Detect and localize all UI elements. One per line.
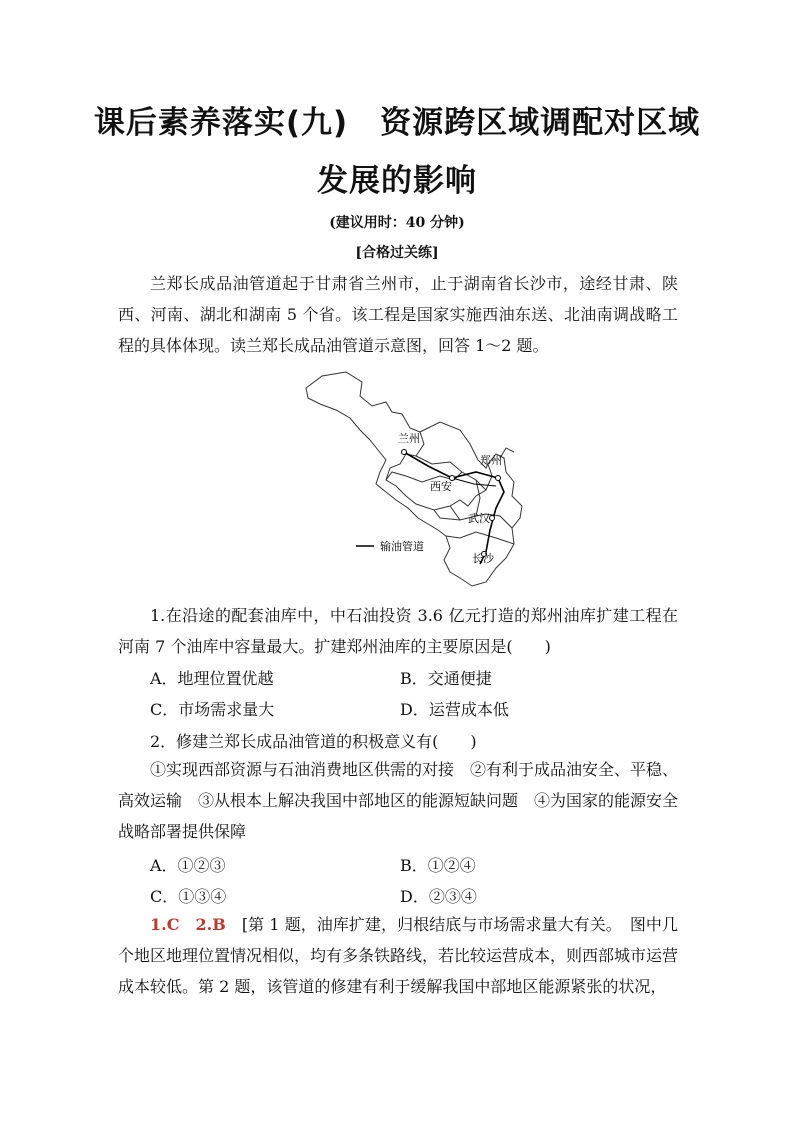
q2-option-c: C．①③④ [150,887,227,906]
city-label-lanzhou: 兰州 [398,432,420,445]
pipeline-map [300,368,532,590]
q2-option-d: D．②③④ [400,887,477,906]
q1-option-a: A．地理位置优越 [150,669,274,688]
city-dot-wuhan [490,516,495,521]
city-label-zhengzhou: 郑州 [480,454,502,467]
answer-explanation: [第 1 题，油库扩建，归根结底与市场需求量大有关。 图中几个地区地理位置情况相似，均有多条铁路线，若比较运营成本，则西部城市运营成本较低。第 2 题，该管道的修建有利于缓解我国中部地区能源紧张的状况， [118,915,679,996]
q1-option-c: C．市场需求量大 [150,700,275,719]
answer-paragraph [118,909,678,1002]
city-label-changsha: 长沙 [472,552,494,565]
city-label-xian: 西安 [430,480,452,493]
q1-option-d: D．运营成本低 [400,700,509,719]
question-2-body: ①实现西部资源与石油消费地区供需的对接 ②有利于成品油安全、平稳、高效运输 ③从根本上解决我国中部地区的能源短缺问题 ④为国家的能源安全战略部署提供保障 [118,760,679,841]
time-note: (建议用时：40 分钟) [329,215,465,231]
city-dot-zhengzhou [496,476,501,481]
q2-option-b: B．①②④ [400,856,476,875]
section-heading: [合格过关练] [355,245,439,261]
page-title-line2: 发展的影响 [317,163,477,199]
city-label-wuhan: 武汉 [468,512,490,525]
answer-key: 1.C 2.B [150,915,226,934]
page-title: 课后素养落实(九) 资源跨区域调配对区域 [93,105,701,141]
question-2-stem: 2．修建兰郑长成品油管道的积极意义有( ) [150,732,477,751]
q1-option-b: B．交通便捷 [400,669,492,688]
city-dot-lanzhou [402,450,407,455]
q2-option-a: A．①②③ [150,856,226,875]
intro-paragraph: 兰郑长成品油管道起于甘肃省兰州市，止于湖南省长沙市，途经甘肃、陕西、河南、湖北和湖南 5 个省。该工程是国家实施西油东送、北油南调战略工程的具体体现。读兰郑长成品油管道示意图，回答 1～2 题。 [118,274,678,355]
legend-label: 输油管道 [380,540,424,553]
question-1-stem: 1.在沿途的配套油库中，中石油投资 3.6 亿元打造的郑州油库扩建工程在河南 7 个油库中容量最大。扩建郑州油库的主要原因是( ) [118,606,678,656]
